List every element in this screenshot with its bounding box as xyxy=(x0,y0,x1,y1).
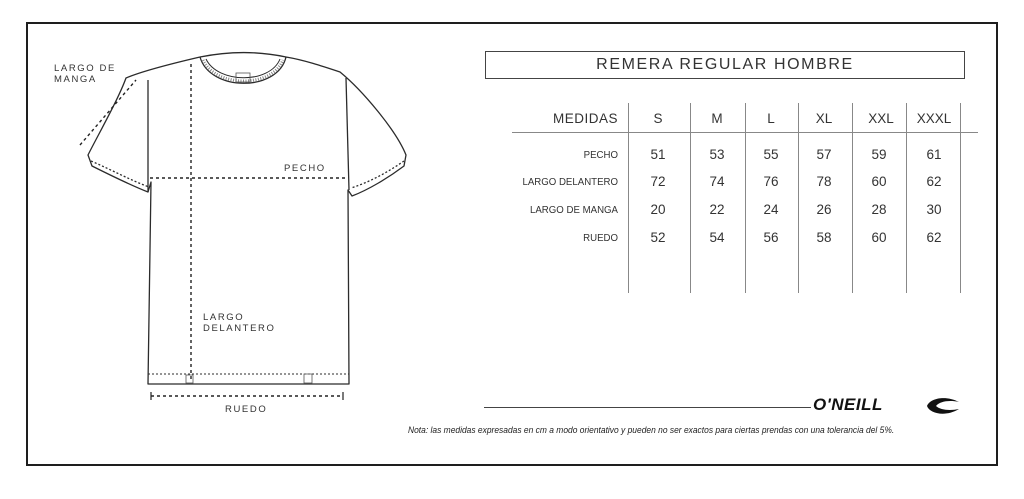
label-length-line1: LARGO xyxy=(203,312,245,323)
table-col-divider xyxy=(628,103,629,293)
brand-rule xyxy=(484,407,811,408)
header-size: XL xyxy=(815,111,833,126)
table-cell: 28 xyxy=(871,202,887,217)
table-col-divider xyxy=(852,103,853,293)
table-col-divider xyxy=(960,103,961,293)
label-hem: RUEDO xyxy=(225,404,268,415)
table-cell: 56 xyxy=(763,230,779,245)
table-cell: 58 xyxy=(816,230,832,245)
table-cell: 26 xyxy=(816,202,832,217)
label-sleeve-line1: LARGO DE xyxy=(54,63,116,74)
row-label: RUEDO xyxy=(583,232,618,244)
label-length-line2: DELANTERO xyxy=(203,323,276,334)
table-cell: 74 xyxy=(709,174,725,189)
table-cell: 59 xyxy=(871,147,887,162)
header-size: M xyxy=(711,111,723,126)
table-cell: 60 xyxy=(871,174,887,189)
sleeve-measure-line xyxy=(80,80,136,145)
header-size: XXXL xyxy=(916,111,952,126)
table-cell: 30 xyxy=(926,202,942,217)
table-cell: 72 xyxy=(650,174,666,189)
brand-name: O'NEILL xyxy=(813,395,883,414)
row-label: LARGO DE MANGA xyxy=(529,204,618,216)
table-cell: 76 xyxy=(763,174,779,189)
table-cell: 20 xyxy=(650,202,666,217)
table-col-divider xyxy=(906,103,907,293)
shirt-collar xyxy=(200,57,286,83)
table-cell: 60 xyxy=(871,230,887,245)
table-cell: 61 xyxy=(926,147,942,162)
table-cell: 54 xyxy=(709,230,725,245)
row-label: PECHO xyxy=(583,149,618,161)
label-chest: PECHO xyxy=(284,163,326,174)
table-cell: 78 xyxy=(816,174,832,189)
shirt-outline xyxy=(88,57,406,384)
table-cell: 24 xyxy=(763,202,779,217)
wave-logo-icon xyxy=(924,396,962,416)
table-col-divider xyxy=(745,103,746,293)
header-size: L xyxy=(767,111,775,126)
table-cell: 53 xyxy=(709,147,725,162)
table-cell: 62 xyxy=(926,174,942,189)
header-medidas: MEDIDAS xyxy=(552,111,618,126)
table-col-divider xyxy=(798,103,799,293)
table-cell: 51 xyxy=(650,147,666,162)
table-cell: 57 xyxy=(816,147,832,162)
table-title: REMERA REGULAR HOMBRE xyxy=(485,51,965,79)
header-size: XXL xyxy=(868,111,894,126)
table-col-divider xyxy=(690,103,691,293)
table-cell: 62 xyxy=(926,230,942,245)
label-sleeve-line2: MANGA xyxy=(54,74,97,85)
header-size: S xyxy=(653,111,663,126)
measurement-note: Nota: las medidas expresadas en cm a modo orientativo y pueden no ser exactos para ciertas prendas con una tolerancia del 5%. xyxy=(408,425,895,436)
table-cell: 22 xyxy=(709,202,725,217)
table-cell: 55 xyxy=(763,147,779,162)
table-cell: 52 xyxy=(650,230,666,245)
row-label: LARGO DELANTERO xyxy=(522,176,618,188)
